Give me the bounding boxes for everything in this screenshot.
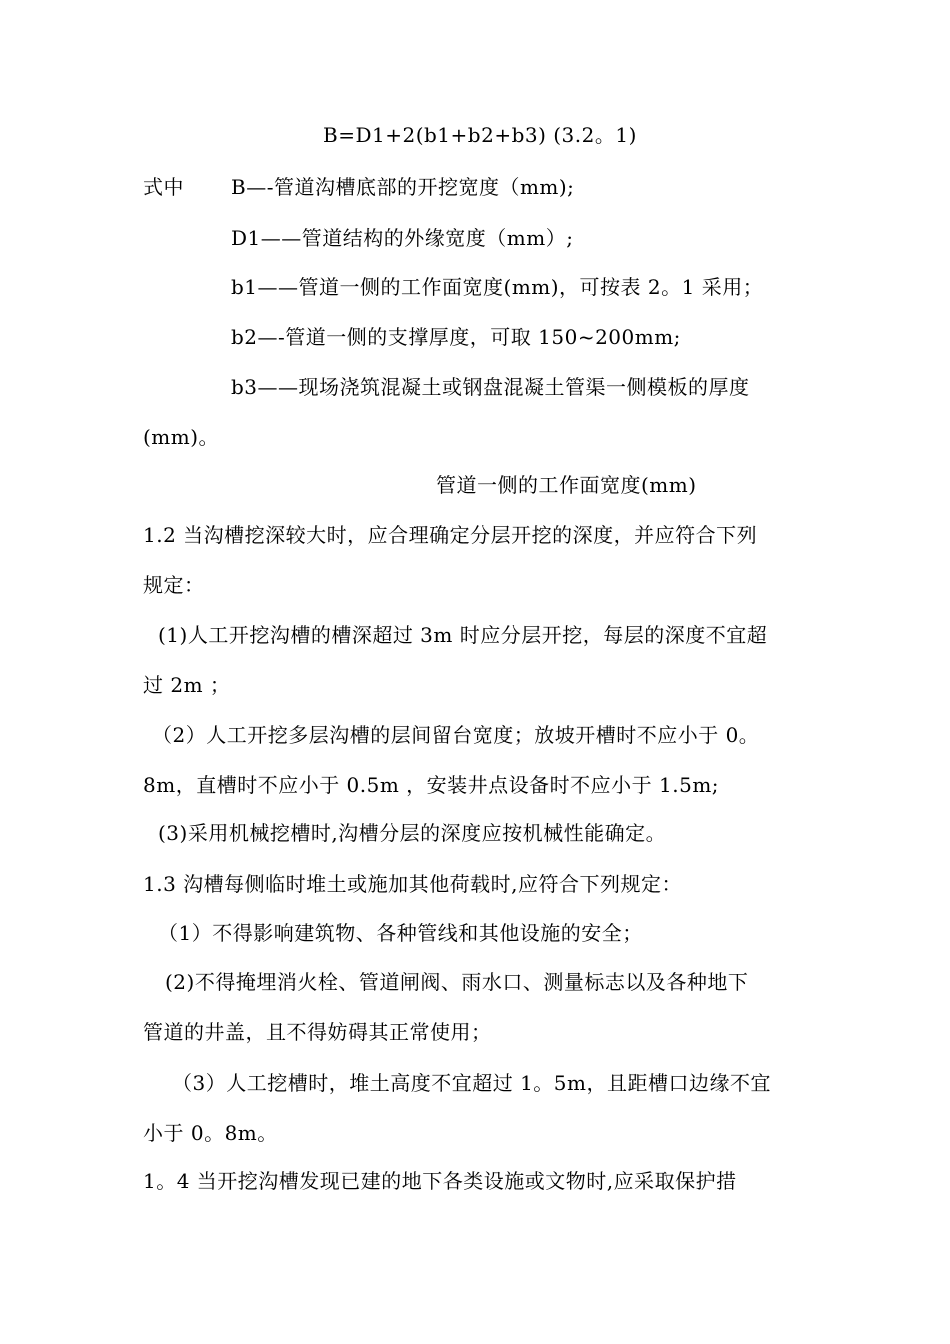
definition-b3: b3——现场浇筑混凝土或钢盘混凝土管渠一侧模板的厚度: [231, 375, 750, 399]
section-1-3-heading: 1.3 沟槽每侧临时堆土或施加其他荷载时,应符合下列规定：: [143, 872, 683, 896]
section-1-2-heading: 1.2 当沟槽挖深较大时，应合理确定分层开挖的深度，并应符合下列: [143, 523, 758, 547]
where-label: 式中: [143, 175, 184, 199]
table-title: 管道一侧的工作面宽度(mm): [436, 473, 697, 497]
section-1-2-item-3: (3)采用机械挖槽时,沟槽分层的深度应按机械性能确定。: [158, 821, 667, 845]
section-1-2-item-1-cont: 过 2m ；: [143, 673, 231, 697]
section-1-2-item-2-cont: 8m，直槽时不应小于 0.5m ，安装井点设备时不应小于 1.5m;: [143, 773, 720, 797]
formula: B=D1+2(b1+b2+b3) (3.2。1): [323, 123, 637, 147]
section-1-3-item-3: （3）人工挖槽时，堆土高度不宜超过 1。5m，且距槽口边缘不宜: [172, 1071, 771, 1095]
definition-b3-continued: (mm)。: [143, 425, 220, 449]
section-1-2-item-1: (1)人工开挖沟槽的槽深超过 3m 时应分层开挖，每层的深度不宜超: [158, 623, 768, 647]
definition-b1: b1——管道一侧的工作面宽度(mm)，可按表 2。1 采用；: [231, 275, 764, 299]
section-1-3-item-2: (2)不得掩埋消火栓、管道闸阀、雨水口、测量标志以及各种地下: [165, 970, 749, 994]
section-1-3-item-3-cont: 小于 0。8m。: [143, 1121, 278, 1145]
section-1-4-heading: 1。4 当开挖沟槽发现已建的地下各类设施或文物时,应采取保护措: [143, 1169, 737, 1193]
section-1-3-item-1: （1）不得影响建筑物、各种管线和其他设施的安全；: [158, 921, 643, 945]
section-1-2-heading-cont: 规定：: [143, 573, 205, 597]
section-1-2-item-2: （2）人工开挖多层沟槽的层间留台宽度；放坡开槽时不应小于 0。: [152, 723, 760, 747]
definition-b: B—-管道沟槽底部的开挖宽度（mm);: [231, 175, 575, 199]
section-1-3-item-2-cont: 管道的井盖，且不得妨碍其正常使用；: [143, 1020, 492, 1044]
definition-d1: D1——管道结构的外缘宽度（mm）;: [231, 226, 574, 250]
definition-b2: b2—-管道一侧的支撑厚度，可取 150~200mm;: [231, 325, 681, 349]
